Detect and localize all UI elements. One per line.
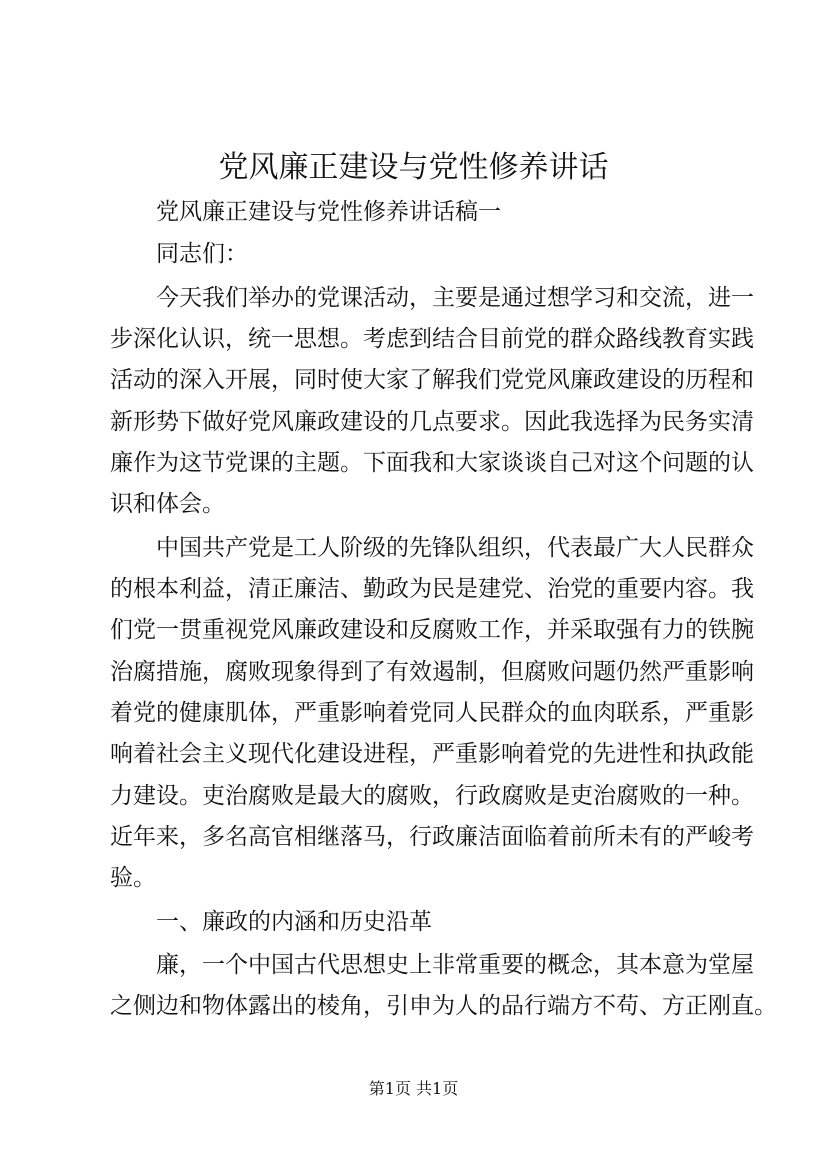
paragraph-line: 活动的深入开展，同时使大家了解我们党党风廉政建设的历程和: [110, 367, 754, 393]
paragraph-line: 新形势下做好党风廉政建设的几点要求。因此我选择为民务实清: [110, 409, 754, 435]
section-heading: 一、廉政的内涵和历史沿革: [110, 909, 432, 935]
paragraph-line: 近年来，多名高官相继落马，行政廉洁面临着前所未有的严峻考: [110, 824, 754, 850]
paragraph-line: 验。: [110, 865, 156, 891]
paragraph-line: 的根本利益，清正廉洁、勤政为民是建党、治党的重要内容。我: [110, 576, 754, 602]
paragraph-line: 力建设。吏治腐败是最大的腐败，行政腐败是吏治腐败的一种。: [110, 783, 754, 809]
document-title: 党风廉正建设与党性修养讲话: [218, 150, 609, 185]
paragraph-line: 治腐措施，腐败现象得到了有效遏制，但腐败问题仍然严重影响: [110, 659, 754, 685]
paragraph-line: 步深化认识，统一思想。考虑到结合目前党的群众路线教育实践: [110, 326, 754, 352]
paragraph-line: 廉作为这节党课的主题。下面我和大家谈谈自己对这个问题的认: [110, 450, 754, 476]
paragraph-line: 党风廉正建设与党性修养讲话稿一: [110, 199, 501, 225]
paragraph-line: 着党的健康肌体，严重影响着党同人民群众的血肉联系，严重影: [110, 700, 754, 726]
page-number-footer: 第1页 共1页: [368, 1079, 459, 1098]
paragraph-line: 今天我们举办的党课活动，主要是通过想学习和交流，进一: [110, 285, 754, 311]
paragraph-line: 廉，一个中国古代思想史上非常重要的概念，其本意为堂屋: [110, 952, 754, 978]
paragraph-line: 们党一贯重视党风廉政建设和反腐败工作，并采取强有力的铁腕: [110, 617, 754, 643]
paragraph-line: 同志们：: [110, 241, 248, 267]
paragraph-line: 响着社会主义现代化建设进程，严重影响着党的先进性和执政能: [110, 741, 754, 767]
paragraph-line: 中国共产党是工人阶级的先锋队组织，代表最广大人民群众: [110, 535, 754, 561]
paragraph-line: 之侧边和物体露出的棱角，引申为人的品行端方不苟、方正刚直。: [110, 993, 777, 1019]
paragraph-line: 识和体会。: [110, 491, 225, 517]
